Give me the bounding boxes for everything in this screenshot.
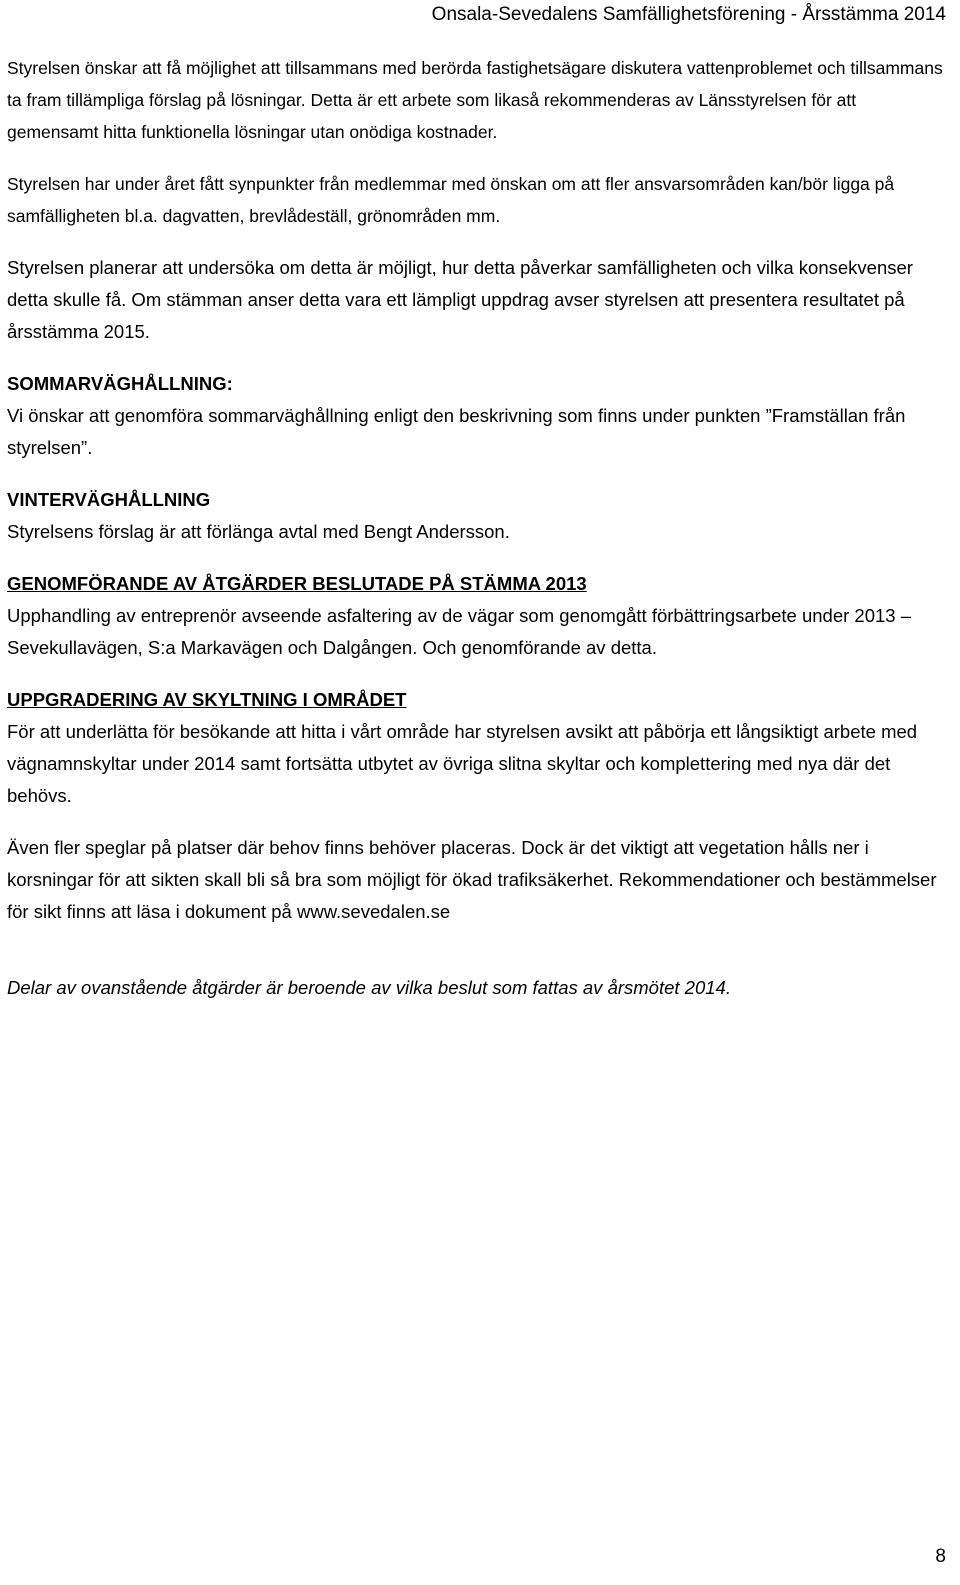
paragraph-member-feedback: Styrelsen har under året fått synpunkter från medlemmar med önskan om att fler ansvarsområden kan/bör ligga på samfälligheten bl.a. dagvatten, brevlådeställ, grönområden mm. bbox=[7, 174, 895, 226]
paragraph-investigation: Styrelsen planerar att undersöka om detta är möjligt, hur detta påverkar samfälligheten och vilka konsekvenser detta skulle få. Om stämman anser detta vara ett lämpligt uppdrag avser styrelsen att presentera resultatet på årsstämma 2015. bbox=[7, 257, 913, 342]
section-heading-measures: GENOMFÖRANDE AV ÅTGÄRDER BESLUTADE PÅ STÄMMA 2013 bbox=[7, 573, 587, 594]
section-heading-summer: SOMMARVÄGHÅLLNING: bbox=[7, 373, 233, 394]
section-body-winter: Styrelsens förslag är att förlänga avtal med Bengt Andersson. bbox=[7, 521, 510, 542]
section-body-signage-1: För att underlätta för besökande att hitta i vårt område har styrelsen avsikt att påbörja ett långsiktigt arbete med vägnamnskyltar under 2014 samt fortsätta utbytet av övriga slitna skyltar och komplettering med nya där det behövs. bbox=[7, 721, 918, 806]
section-body-signage-2: Även fler speglar på platser där behov finns behöver placeras. Dock är det viktigt att vegetation hålls ner i korsningar för att sikten skall bli så bra som möjligt för ökad trafiksäkerhet. Rekommendationer och bestämmelser för sikt finns att läsa i dokument på www.sevedalen.se bbox=[7, 837, 937, 922]
closing-note: Delar av ovanstående åtgärder är beroende av vilka beslut som fattas av årsmötet 2014. bbox=[7, 977, 731, 998]
section-heading-winter: VINTERVÄGHÅLLNING bbox=[7, 489, 211, 510]
section-body-summer: Vi önskar att genomföra sommarväghållning enligt den beskrivning som finns under punkten ”Framställan från styrelsen”. bbox=[7, 405, 906, 458]
section-summer-maintenance bbox=[7, 368, 951, 464]
section-measures-2013 bbox=[7, 568, 951, 664]
paragraph-water-problem: Styrelsen önskar att få möjlighet att tillsammans med berörda fastighetsägare diskutera vattenproblemet och tillsammans ta fram tillämpliga förslag på lösningar. Detta är ett arbete som likaså rekommenderas av Länsstyrelsen för att gemensamt hitta funktionella lösningar utan onödiga kostnader. bbox=[7, 58, 943, 142]
document-body bbox=[7, 52, 951, 1004]
section-winter-maintenance bbox=[7, 484, 951, 548]
page-number: 8 bbox=[935, 1546, 946, 1567]
page-header: Onsala-Sevedalens Samfällighetsförening - Årsstämma 2014 bbox=[431, 4, 946, 25]
section-heading-signage: UPPGRADERING AV SKYLTNING I OMRÅDET bbox=[7, 689, 407, 710]
section-signage-upgrade bbox=[7, 684, 951, 928]
section-body-measures: Upphandling av entreprenör avseende asfaltering av de vägar som genomgått förbättringsarbete under 2013 – Sevekullavägen, S:a Markavägen och Dalgången. Och genomförande av detta. bbox=[7, 605, 912, 658]
